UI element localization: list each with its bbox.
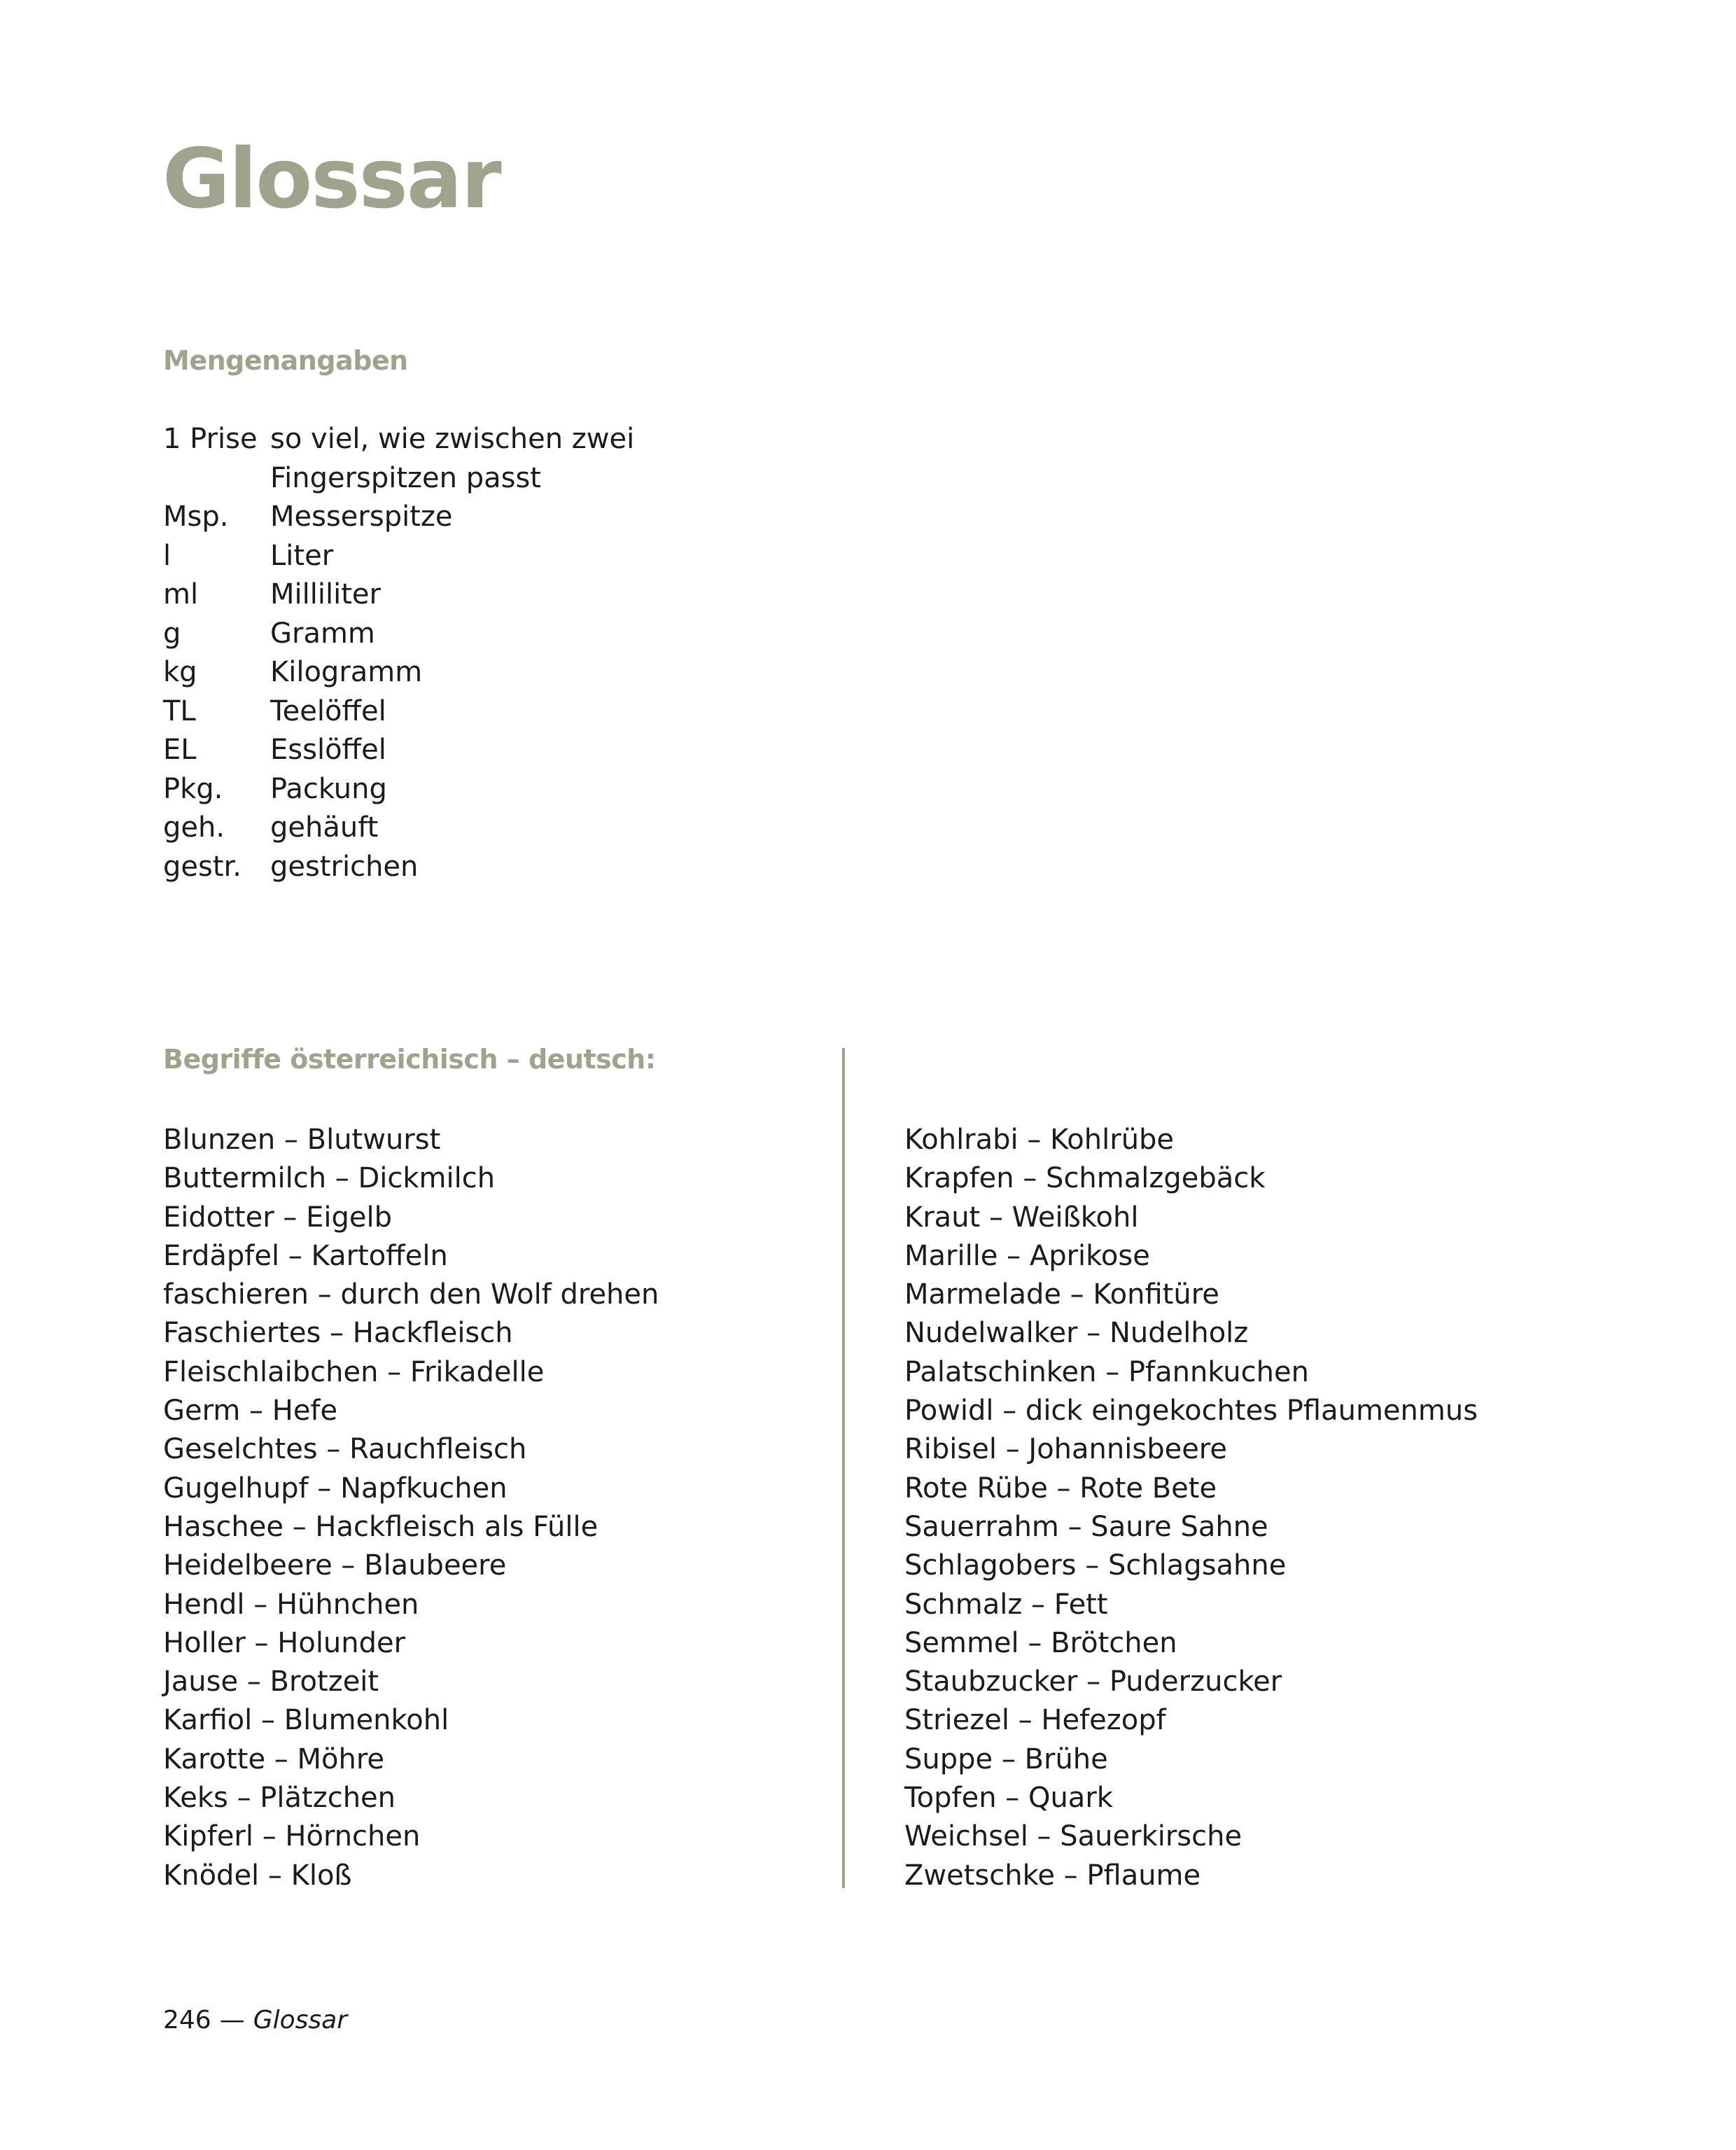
measure-definition: Kilogramm (270, 656, 423, 688)
term-entry: Ribisel – Johannisbeere (904, 1433, 1227, 1466)
term-entry: Buttermilch – Dickmilch (163, 1162, 496, 1195)
page-title: Glossar (162, 130, 500, 227)
term-entry: Blunzen – Blutwurst (163, 1124, 441, 1156)
term-entry: Striezel – Hefezopf (904, 1704, 1166, 1737)
term-entry: Semmel – Brötchen (904, 1626, 1177, 1659)
measure-definition: Liter (270, 539, 334, 572)
measure-definition: Gramm (270, 617, 375, 650)
term-entry: Fleischlaibchen – Frikadelle (163, 1355, 545, 1388)
measure-row (163, 420, 793, 498)
term-entry: Suppe – Brühe (904, 1743, 1108, 1775)
term-entry: Germ – Hefe (163, 1395, 338, 1427)
term-entry: Staubzucker – Puderzucker (904, 1666, 1282, 1698)
terms-list-right (904, 1121, 1639, 1895)
measure-row (163, 809, 793, 848)
term-entry: Holler – Holunder (163, 1626, 406, 1659)
term-entry: Knödel – Kloß (163, 1859, 352, 1892)
terms-list-left (163, 1121, 793, 1895)
measure-abbreviation: g (163, 617, 181, 650)
measure-definition: Esslöffel (270, 734, 386, 766)
page-number: 246 (163, 2006, 211, 2034)
measure-definition: Milliliter (270, 578, 381, 610)
term-entry: Geselchtes – Rauchfleisch (163, 1433, 527, 1466)
term-entry: Rote Rübe – Rote Bete (904, 1472, 1217, 1505)
measure-abbreviation: l (163, 539, 172, 572)
measure-row (163, 575, 793, 615)
measure-definition: gestrichen (270, 850, 419, 883)
footer-separator: — (219, 2006, 245, 2034)
term-entry: Haschee – Hackfleisch als Fülle (163, 1510, 598, 1543)
measure-definition: gehäuft (270, 811, 379, 844)
measure-abbreviation: gestr. (163, 850, 242, 883)
term-entry: Karfiol – Blumenkohl (163, 1704, 449, 1737)
measure-abbreviation: Msp. (163, 501, 229, 533)
measure-row (163, 731, 793, 770)
measures-heading: Mengenangaben (163, 345, 408, 376)
term-entry: Faschiertes – Hackfleisch (163, 1317, 513, 1350)
measure-definition: Teelöffel (270, 694, 386, 727)
term-entry: Keks – Plätzchen (163, 1782, 396, 1815)
measures-list (163, 420, 793, 886)
measure-row (163, 537, 793, 576)
term-entry: Palatschinken – Pfannkuchen (904, 1355, 1309, 1388)
term-entry: Kipferl – Hörnchen (163, 1820, 421, 1853)
term-entry: Karotte – Möhre (163, 1743, 384, 1775)
terms-heading: Begriffe österreichisch – deutsch: (163, 1044, 656, 1075)
measure-row (163, 770, 793, 809)
term-entry: Marmelade – Konfitüre (904, 1278, 1219, 1311)
page-footer (163, 2008, 347, 2033)
term-entry: Kohlrabi – Kohlrübe (904, 1124, 1175, 1156)
measure-abbreviation: TL (163, 694, 196, 727)
term-entry: Schlagobers – Schlagsahne (904, 1549, 1287, 1582)
term-entry: Topfen – Quark (904, 1782, 1113, 1815)
term-entry: Sauerrahm – Saure Sahne (904, 1510, 1268, 1543)
term-entry: Kraut – Weißkohl (904, 1201, 1139, 1234)
measure-definition: Messerspitze (270, 501, 453, 533)
term-entry: Marille – Aprikose (904, 1239, 1150, 1272)
measure-abbreviation: kg (163, 656, 197, 688)
measure-row (163, 848, 793, 887)
term-entry: Krapfen – Schmalzgebäck (904, 1162, 1266, 1195)
term-entry: Zwetschke – Pflaume (904, 1859, 1201, 1892)
measure-row (163, 692, 793, 732)
measure-abbreviation: EL (163, 734, 197, 766)
measure-abbreviation: Pkg. (163, 772, 223, 805)
term-entry: Erdäpfel – Kartoffeln (163, 1239, 448, 1272)
measure-row (163, 498, 793, 537)
term-entry: Eidotter – Eigelb (163, 1201, 392, 1234)
term-entry: Heidelbeere – Blaubeere (163, 1549, 507, 1582)
column-divider (842, 1048, 845, 1888)
term-entry: Hendl – Hühnchen (163, 1588, 419, 1621)
term-entry: Gugelhupf – Napfkuchen (163, 1472, 507, 1505)
measure-row (163, 653, 793, 692)
term-entry: Weichsel – Sauerkirsche (904, 1820, 1242, 1853)
measure-row (163, 615, 793, 654)
measure-abbreviation: geh. (163, 811, 225, 844)
term-entry: Nudelwalker – Nudelholz (904, 1317, 1249, 1350)
measure-abbreviation: 1 Prise (163, 423, 258, 455)
term-entry: Jause – Brotzeit (163, 1666, 379, 1698)
term-entry: Schmalz – Fett (904, 1588, 1108, 1621)
term-entry: Powidl – dick eingekochtes Pflaumenmus (904, 1395, 1478, 1427)
measure-definition: so viel, wie zwischen zwei Fingerspitzen passt (270, 423, 635, 494)
footer-section-title: Glossar (253, 2006, 348, 2034)
term-entry: faschieren – durch den Wolf drehen (163, 1278, 659, 1311)
measure-definition: Packung (270, 772, 387, 805)
measure-abbreviation: ml (163, 578, 199, 610)
